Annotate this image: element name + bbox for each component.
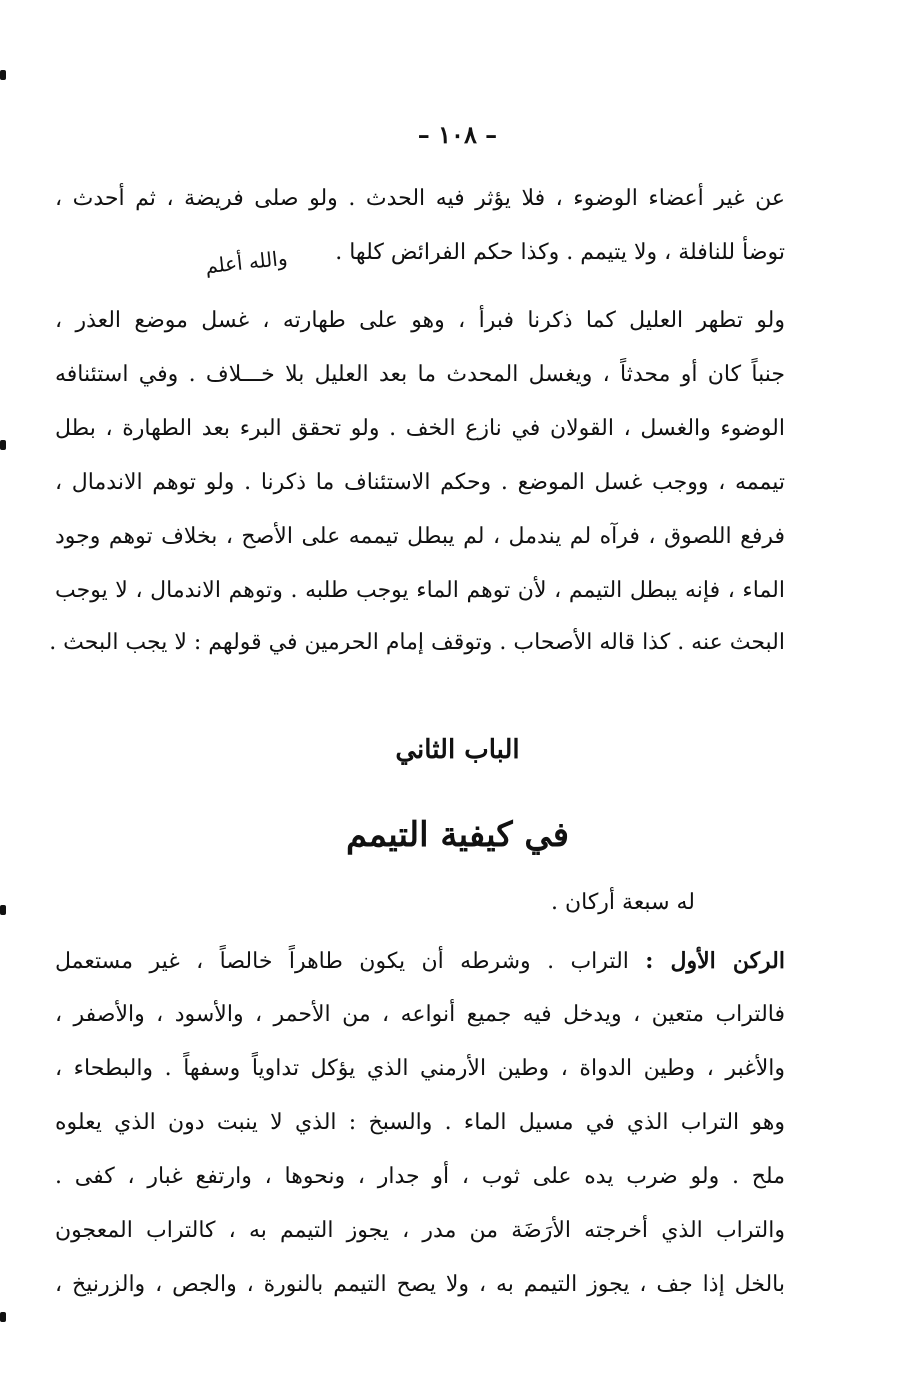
text-line: البحث عنه . كذا قاله الأصحاب . وتوقف إمام الحرمين في قولهم : لا يجب البحث . [49, 630, 785, 655]
page-number: – ١٠٨ – [417, 120, 498, 149]
text-line: فرفع اللصوق ، فرآه لم يندمل ، لم يبطل تيممه على الأصح ، بخلاف توهم وجود [55, 524, 785, 549]
text-line [55, 948, 785, 975]
text-line: جنباً كان أو محدثاً ، ويغسل المحدث ما بعد العليل بلا خـــلاف . وفي استئنافه [55, 362, 785, 387]
text-line: والتراب الذي أخرجته الأرَضَة من مدر ، يجوز التيمم به ، كالتراب المعجون [55, 1218, 785, 1243]
chapter-title: الباب الثاني [395, 735, 520, 765]
text-line: ملح . ولو ضرب يده على ثوب ، أو جدار ، ونحوها ، وارتفع غبار ، كفى . [55, 1164, 785, 1189]
text-line: الماء ، فإنه يبطل التيمم ، لأن توهم الماء يوجب طلبه . وتوهم الاندمال ، لا يوجب [55, 578, 785, 603]
scan-edge-mark [0, 905, 6, 915]
text-line: عن غير أعضاء الوضوء ، فلا يؤثر فيه الحدث . ولو صلى فريضة ، ثم أحدث ، [55, 186, 785, 211]
text-line: ولو تطهر العليل كما ذكرنا فبرأ ، وهو على طهارته ، غسل موضع العذر ، [55, 308, 785, 333]
text-line: توضأ للنافلة ، ولا يتيمم . وكذا حكم الفرائض كلها . [335, 240, 785, 265]
scan-edge-mark [0, 70, 6, 80]
text-line: بالخل إذا جف ، يجوز التيمم به ، ولا يصح التيمم بالنورة ، والجص ، والزرنيخ ، [55, 1272, 785, 1297]
text-line: تيممه ، ووجب غسل الموضع . وحكم الاستئناف ما ذكرنا . ولو توهم الاندمال ، [55, 470, 785, 495]
chapter-subtitle: في كيفية التيمم [345, 815, 569, 855]
text-line: الوضوء والغسل ، القولان في نازع الخف . ولو تحقق البرء بعد الطهارة ، بطل [55, 416, 785, 441]
text-line: وهو التراب الذي في مسيل الماء . والسبخ : الذي لا ينبت دون الذي يعلوه [55, 1110, 785, 1135]
text-line-content: التراب . وشرطه أن يكون طاهراً خالصاً ، غير مستعمل [55, 949, 646, 974]
scan-edge-mark [0, 1312, 6, 1322]
closing-formula: والله أعلم [203, 245, 289, 279]
intro-line: له سبعة أركان . [550, 890, 695, 915]
pillar-heading: الركن الأول : [645, 948, 785, 974]
text-line: فالتراب متعين ، ويدخل فيه جميع أنواعه ، من الأحمر ، والأسود ، والأصفر ، [55, 1002, 785, 1027]
text-line: والأغبر ، وطين الدواة ، وطين الأرمني الذي يؤكل تداوياً وسفهاً . والبطحاء ، [55, 1056, 785, 1081]
scan-edge-mark [0, 440, 6, 450]
